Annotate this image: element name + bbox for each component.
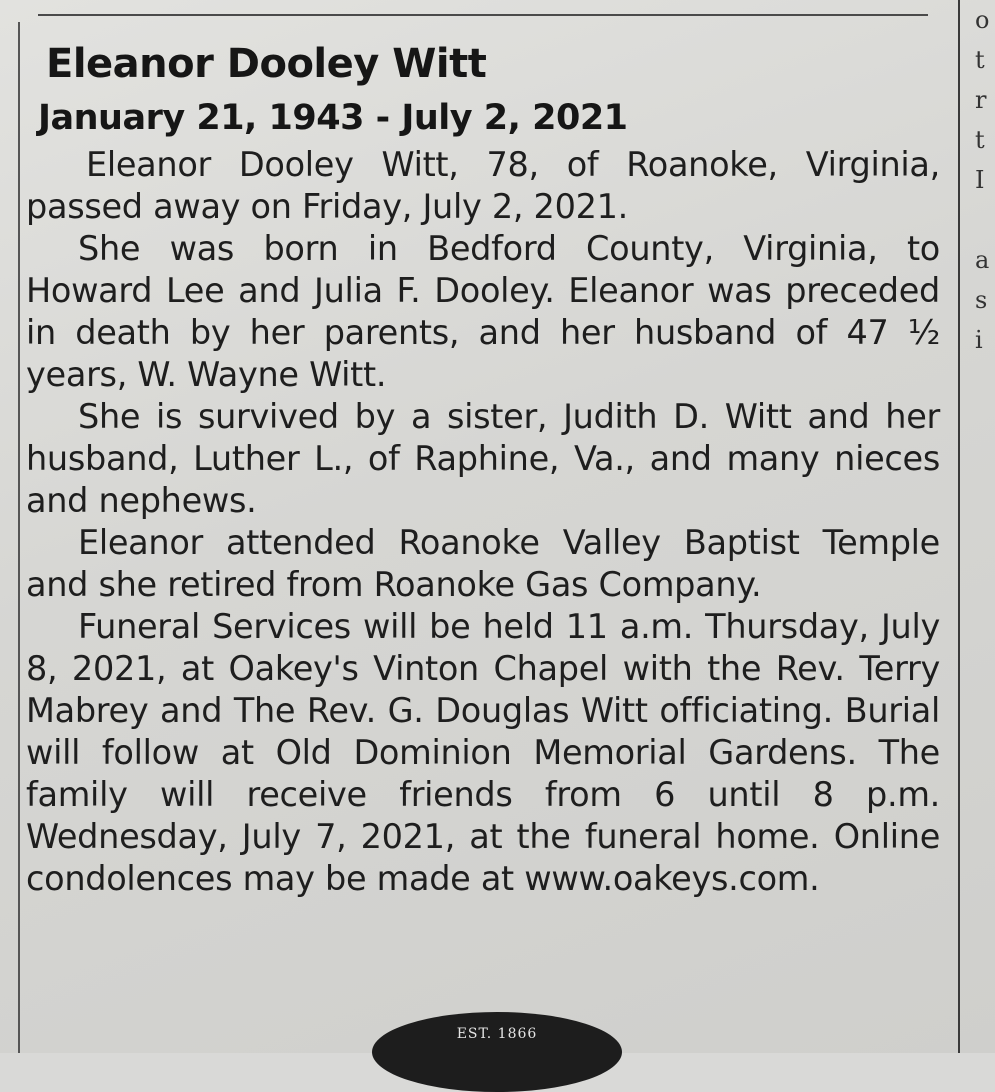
obituary-body [26,144,940,900]
adjacent-letter: r [975,86,987,114]
funeral-home-logo [372,1012,622,1092]
column-top-rule [38,14,928,16]
obituary-paragraph: Funeral Services will be held 11 a.m. Thursday, July 8, 2021, at Oakey's Vinton Chapel with the Rev. Terry Mabrey and The Rev. G. Douglas Witt officiating. Burial will follow at Old Dominion Memorial Gardens. The family will receive friends from 6 until 8 p.m. Wednesday, July 7, 2021, at the funeral home. Online condolences may be made at www.oakeys.com. [26,607,940,898]
adjacent-letter: o [975,6,990,34]
column-divider-right [958,0,960,1053]
logo-established-text: EST. 1866 [456,1026,538,1042]
adjacent-letter: t [975,126,985,154]
adjacent-letter: t [975,46,985,74]
obituary-name: Eleanor Dooley Witt [46,41,487,87]
adjacent-letter [975,200,995,240]
obituary-paragraph: She is survived by a sister, Judith D. Witt and her husband, Luther L., of Raphine, Va., and many nieces and nephews. [26,397,940,520]
adjacent-letter: s [975,286,988,314]
obituary-dates: January 21, 1943 - July 2, 2021 [38,98,628,138]
adjacent-letter: I [975,166,985,194]
adjacent-column-fragment [975,0,995,360]
adjacent-letter: i [975,326,983,354]
obituary-article [26,36,940,900]
column-divider-left [18,22,20,1053]
adjacent-letter: a [975,246,990,274]
obituary-paragraph: Eleanor attended Roanoke Valley Baptist Temple and she retired from Roanoke Gas Company. [26,523,940,604]
obituary-paragraph: Eleanor Dooley Witt, 78, of Roanoke, Virginia, passed away on Friday, July 2, 2021. [26,145,940,226]
obituary-paragraph: She was born in Bedford County, Virginia, to Howard Lee and Julia F. Dooley. Eleanor was preceded in death by her parents, and her husband of 47 ½ years, W. Wayne Witt. [26,229,940,394]
